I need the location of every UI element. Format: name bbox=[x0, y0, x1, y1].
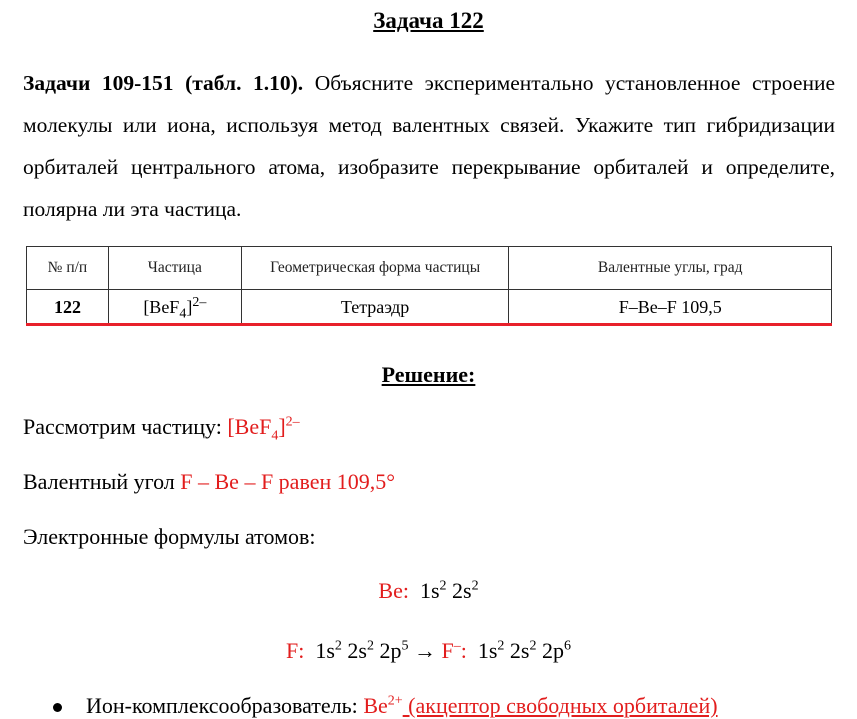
be-1s: 1s bbox=[419, 578, 440, 603]
formula-sup: 2– bbox=[285, 414, 300, 430]
fion-symbol: F bbox=[441, 638, 454, 663]
bullet-note: (акцептор свободных орбиталей) bbox=[402, 693, 718, 718]
col-header-shape: Геометрическая форма частицы bbox=[241, 247, 509, 290]
cell-particle bbox=[108, 290, 241, 325]
col-header-angles: Валентные углы, град bbox=[509, 247, 832, 290]
f-label: F: bbox=[286, 638, 305, 663]
angle-line bbox=[23, 469, 395, 495]
bullet-line bbox=[86, 693, 718, 719]
formula-sub: 4 bbox=[271, 428, 279, 444]
table-row bbox=[27, 290, 832, 325]
fion-sup: – bbox=[453, 638, 461, 654]
task-text: Объясните экспериментально установленное строение молекулы или иона, используя метод валентных связей. Укажите тип гибридизации орбиталей центрального атома, изобразите перекрывание орбиталей и определите, полярна ли эта частица. bbox=[23, 71, 836, 221]
fion-2p-sup: 6 bbox=[563, 638, 571, 654]
f-1s: 1s bbox=[315, 638, 335, 663]
cell-shape: Тетраэдр bbox=[241, 290, 509, 325]
f-2p: 2p bbox=[373, 638, 402, 663]
table-header-row bbox=[27, 247, 832, 290]
fion-colon: : bbox=[460, 638, 467, 663]
be-formula-line bbox=[0, 578, 857, 604]
bullet-ion bbox=[363, 693, 402, 718]
table-red-underline bbox=[26, 323, 832, 326]
particle-close: ] bbox=[186, 296, 193, 317]
f-formula-line bbox=[0, 638, 857, 664]
task-lead: Задачи 109-151 (табл. 1.10). bbox=[23, 71, 304, 95]
fion-1s: 1s bbox=[477, 638, 498, 663]
f-2s: 2s bbox=[341, 638, 367, 663]
be-1s-sup: 2 bbox=[439, 578, 447, 594]
consider-line bbox=[23, 414, 300, 444]
particle-base: [BeF bbox=[143, 296, 180, 317]
solution-heading: Решение: bbox=[381, 362, 476, 387]
consider-formula bbox=[227, 414, 300, 444]
page-title: Задача 122 bbox=[373, 8, 484, 33]
be-config bbox=[420, 578, 479, 603]
consider-label: Рассмотрим частицу: bbox=[23, 414, 228, 439]
be-label: Be: bbox=[378, 578, 409, 603]
be-2s: 2s bbox=[446, 578, 472, 603]
electronic-label: Электронные формулы атомов: bbox=[23, 524, 316, 549]
be-2s-sup: 2 bbox=[471, 578, 479, 594]
f-1s-sup: 2 bbox=[334, 638, 342, 654]
angle-label: Валентный угол bbox=[23, 469, 181, 494]
fion-2s-sup: 2 bbox=[529, 638, 537, 654]
task-statement bbox=[23, 62, 835, 230]
col-header-particle: Частица bbox=[108, 247, 241, 290]
cell-number: 122 bbox=[27, 290, 109, 325]
col-header-number: № п/п bbox=[27, 247, 109, 290]
fion-label bbox=[441, 638, 466, 663]
fion-2p: 2p bbox=[536, 638, 564, 663]
fion-2s: 2s bbox=[504, 638, 530, 663]
angle-value: F – Be – F равен 109,5° bbox=[180, 469, 396, 494]
ion-symbol: Be bbox=[363, 693, 388, 718]
particle-sup: 2– bbox=[192, 294, 207, 310]
fion-1s-sup: 2 bbox=[497, 638, 505, 654]
bullet-label: Ион-комплексообразователь: bbox=[86, 693, 364, 718]
bullet-dot-icon bbox=[53, 703, 62, 712]
arrow-icon: → bbox=[413, 638, 436, 663]
f-config bbox=[315, 638, 408, 663]
formula-close: ] bbox=[278, 414, 286, 439]
ion-sup: 2+ bbox=[387, 693, 403, 709]
f-2s-sup: 2 bbox=[366, 638, 374, 654]
formula-base: [BeF bbox=[227, 414, 272, 439]
f-2p-sup: 5 bbox=[401, 638, 409, 654]
data-table bbox=[26, 246, 832, 325]
fion-config bbox=[478, 638, 571, 663]
cell-angles: F–Be–F 109,5 bbox=[509, 290, 832, 325]
particle-sub: 4 bbox=[179, 306, 187, 322]
